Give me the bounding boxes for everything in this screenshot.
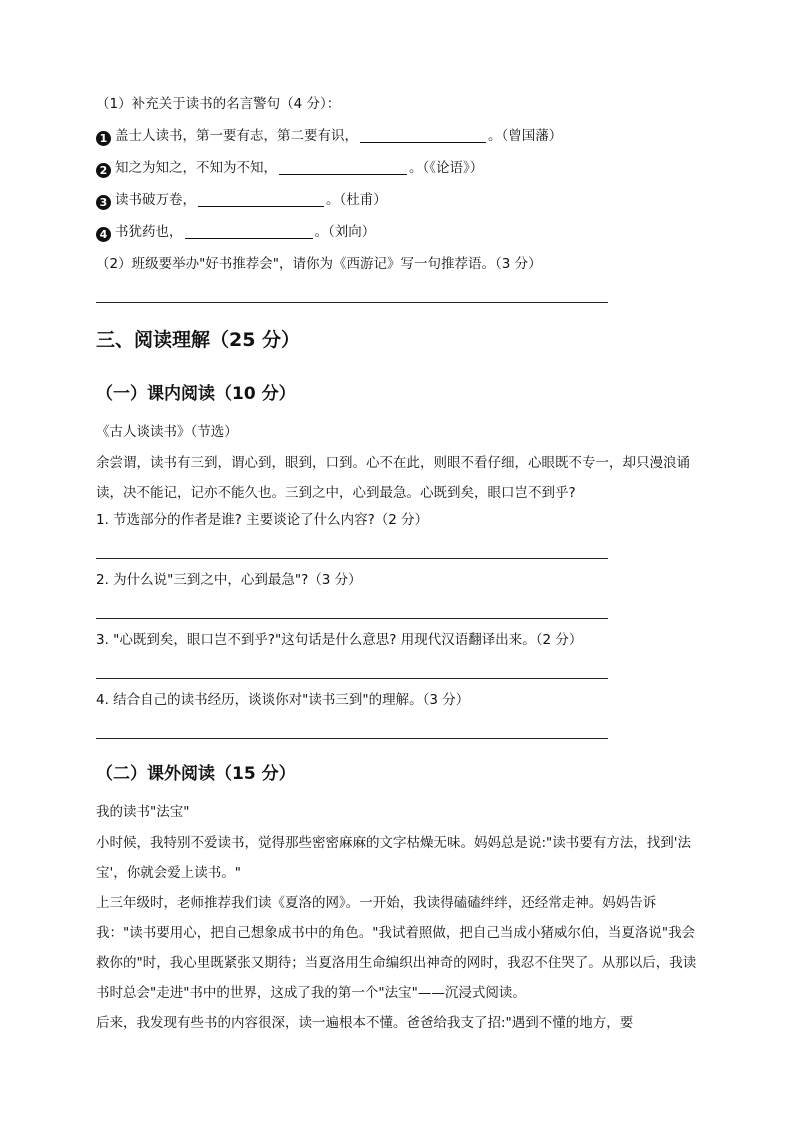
answer-line[interactable] (96, 302, 608, 303)
answer-line[interactable] (96, 678, 608, 679)
answer-line[interactable] (96, 618, 608, 619)
q1-heading: （1）补充关于读书的名言警句（4 分）： (96, 96, 341, 112)
quote-item-1 (96, 126, 562, 146)
article-paragraph-3: 后来，我发现有些书的内容很深，读一遍根本不懂。爸爸给我支了招:"遇到不懂的地方，要 (96, 1015, 634, 1031)
circled-number: 4 (96, 227, 111, 242)
fill-blank[interactable] (198, 192, 324, 207)
quote-text: 盖士人读书，第一要有志，第二要有识， (115, 128, 358, 144)
quote-text: 读书破万卷， (115, 192, 196, 208)
quote-source: 。（曾国藩） (488, 128, 563, 144)
quote-source: 。（杜甫） (326, 192, 387, 208)
fill-blank[interactable] (360, 128, 486, 143)
answer-line[interactable] (96, 738, 608, 739)
question-4: 4. 结合自己的读书经历，谈谈你对"读书三到"的理解。（3 分） (96, 692, 470, 708)
quote-text: 知之为知之，不知为不知， (115, 160, 277, 176)
part2-title: （二）课外阅读（15 分） (96, 764, 296, 784)
question-1: 1. 节选部分的作者是谁? 主要谈论了什么内容?（2 分） (96, 512, 429, 528)
fill-blank[interactable] (185, 224, 313, 239)
quote-source: 。（刘向） (314, 224, 376, 240)
section-title: 三、阅读理解（25 分） (96, 329, 301, 351)
article-paragraph-2: 上三年级时，老师推荐我们读《夏洛的网》。一开始，我读得磕磕绊绊，还经常走神。妈妈告诉我："读书要用心，把自己想象成书中的角色。"我试着照做，把自己当成小猪威尔伯，当夏洛说"我会救你的"时，我心里既紧张又期待；当夏洛用生命编织出神奇的网时，我忍不住哭了。从那以后，我读书时总会"走进"书中的世界，这成了我的第一个"法宝"——沉浸式阅读。 (96, 895, 697, 1001)
article-title: 我的读书"法宝" (96, 804, 190, 820)
circled-number: 3 (96, 195, 111, 210)
circled-number: 1 (96, 131, 111, 146)
quote-source: 。（《论语》） (409, 160, 484, 176)
passage-source: 《古人谈读书》（节选） (96, 424, 238, 440)
answer-line[interactable] (96, 558, 608, 559)
quote-item-2 (96, 158, 483, 178)
quote-item-4 (96, 222, 375, 242)
passage-text: 余尝谓，读书有三到，谓心到，眼到，口到。心不在此，则眼不看仔细，心眼既不专一，却只漫浪诵读，决不能记，记亦不能久也。三到之中，心到最急。心既到矣，眼口岂不到乎? (96, 455, 690, 501)
article-paragraph-1: 小时候，我特别不爱读书，觉得那些密密麻麻的文字枯燥无味。妈妈总是说:"读书要有方法，找到'法宝'，你就会爱上读书。" (96, 835, 691, 881)
quote-item-3 (96, 190, 387, 210)
circled-number: 2 (96, 163, 111, 178)
q2-heading: （2）班级要举办"好书推荐会"，请你为《西游记》写一句推荐语。（3 分） (96, 256, 542, 272)
question-3: 3. "心既到矣，眼口岂不到乎?"这句话是什么意思? 用现代汉语翻译出来。（2 分） (96, 632, 583, 648)
fill-blank[interactable] (279, 160, 407, 175)
question-2: 2. 为什么说"三到之中，心到最急"?（3 分） (96, 572, 362, 588)
quote-text: 书犹药也， (115, 224, 183, 240)
part1-title: （一）课内阅读（10 分） (96, 384, 296, 404)
